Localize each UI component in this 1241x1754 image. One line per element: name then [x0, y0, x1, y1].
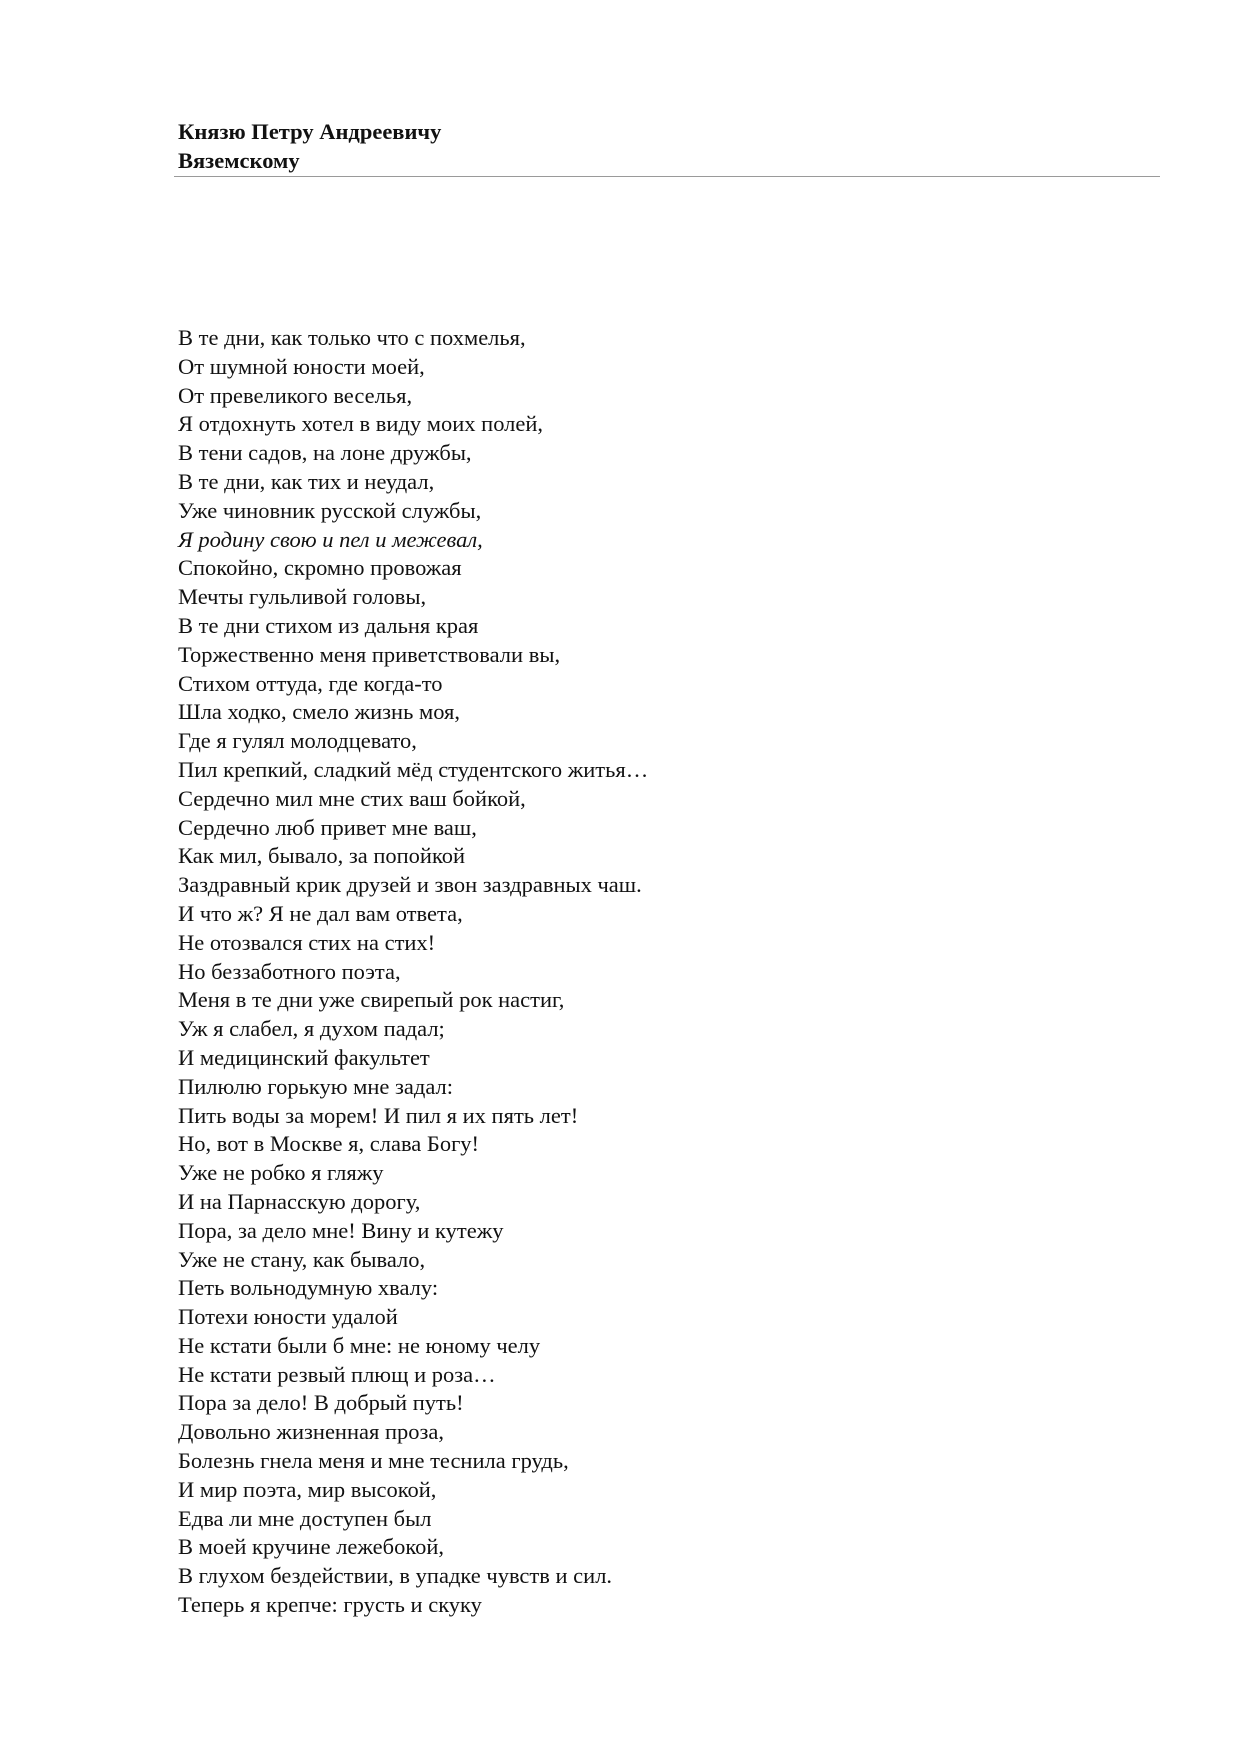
verse-line: Пилюлю горькую мне задал: [178, 1073, 454, 1099]
verse-line: Мечты гульливой головы, [178, 584, 427, 610]
verse-line: Довольно жизненная проза, [178, 1419, 445, 1445]
verse-line: Потехи юности удалой [178, 1304, 398, 1330]
verse-line: И медицинский факультет [178, 1044, 430, 1070]
verse-line: В те дни, как тих и неудал, [178, 468, 435, 494]
dedication-line-1: Князю Петру Андреевичу [178, 119, 442, 144]
verse-line: Сердечно люб привет мне ваш, [178, 814, 477, 840]
header-divider [174, 176, 1160, 177]
verse-line: Пить воды за морем! И пил я их пять лет! [178, 1102, 579, 1128]
verse-line: Но, вот в Москве я, слава Богу! [178, 1131, 480, 1157]
verse-line: Уже чиновник русской службы, [178, 497, 482, 523]
verse-line: От шумной юности моей, [178, 353, 425, 379]
verse-line: Пил крепкий, сладкий мёд студентского житья… [178, 756, 649, 782]
verse-line: Пора, за дело мне! Вину и кутежу [178, 1217, 504, 1243]
verse-line: Но беззаботного поэта, [178, 958, 401, 984]
verse-line: Уже не стану, как бывало, [178, 1246, 426, 1272]
poem-dedication-header [178, 117, 1160, 175]
verse-line: Не кстати резвый плющ и роза… [178, 1361, 496, 1387]
verse-line: От превеликого веселья, [178, 382, 413, 408]
verse-line: И мир поэта, мир высокой, [178, 1476, 437, 1502]
verse-line: Теперь я крепче: грусть и скуку [178, 1592, 482, 1618]
verse-line: В глухом бездействии, в упадке чувств и сил. [178, 1563, 613, 1589]
verse-line: Шла ходко, смело жизнь моя, [178, 699, 461, 725]
verse-line: И что ж? Я не дал вам ответа, [178, 900, 463, 926]
verse-line: В моей кручине лежебокой, [178, 1534, 445, 1560]
verse-line: Спокойно, скромно провожая [178, 555, 462, 581]
verse-line: Где я гулял молодцевато, [178, 728, 417, 754]
verse-line: И на Парнасскую дорогу, [178, 1188, 421, 1214]
dedication-line-2: Вяземскому [178, 148, 300, 173]
verse-line: Уже не робко я гляжу [178, 1160, 384, 1186]
verse-line: Петь вольнодумную хвалу: [178, 1275, 439, 1301]
verse-line: В те дни, как только что с похмелья, [178, 325, 526, 350]
verse-line: Сердечно мил мне стих ваш бойкой, [178, 785, 526, 811]
verse-line: Заздравный крик друзей и звон заздравных чаш. [178, 872, 642, 898]
verse-line: Болезнь гнела меня и мне теснила грудь, [178, 1448, 569, 1474]
verse-line: Я отдохнуть хотел в виду моих полей, [178, 411, 544, 437]
verse-line: Едва ли мне доступен был [178, 1505, 432, 1531]
verse-line: Я родину свою и пел и межевал, [178, 526, 483, 552]
verse-line: Пора за дело! В добрый путь! [178, 1390, 464, 1416]
verse-line: Не отозвался стих на стих! [178, 929, 436, 955]
verse-line: В те дни стихом из дальня края [178, 612, 479, 638]
verse-line: Не кстати были б мне: не юному челу [178, 1332, 541, 1358]
verse-line: Меня в те дни уже свирепый рок настиг, [178, 987, 565, 1013]
verse-line: Стихом оттуда, где когда-то [178, 670, 443, 696]
verse-line: В тени садов, на лоне дружбы, [178, 440, 472, 466]
verse-line: Уж я слабел, я духом падал; [178, 1016, 445, 1042]
verse-line: Как мил, бывало, за попойкой [178, 843, 466, 869]
poem-body [178, 324, 1158, 1620]
verse-line: Торжественно меня приветствовали вы, [178, 641, 561, 667]
